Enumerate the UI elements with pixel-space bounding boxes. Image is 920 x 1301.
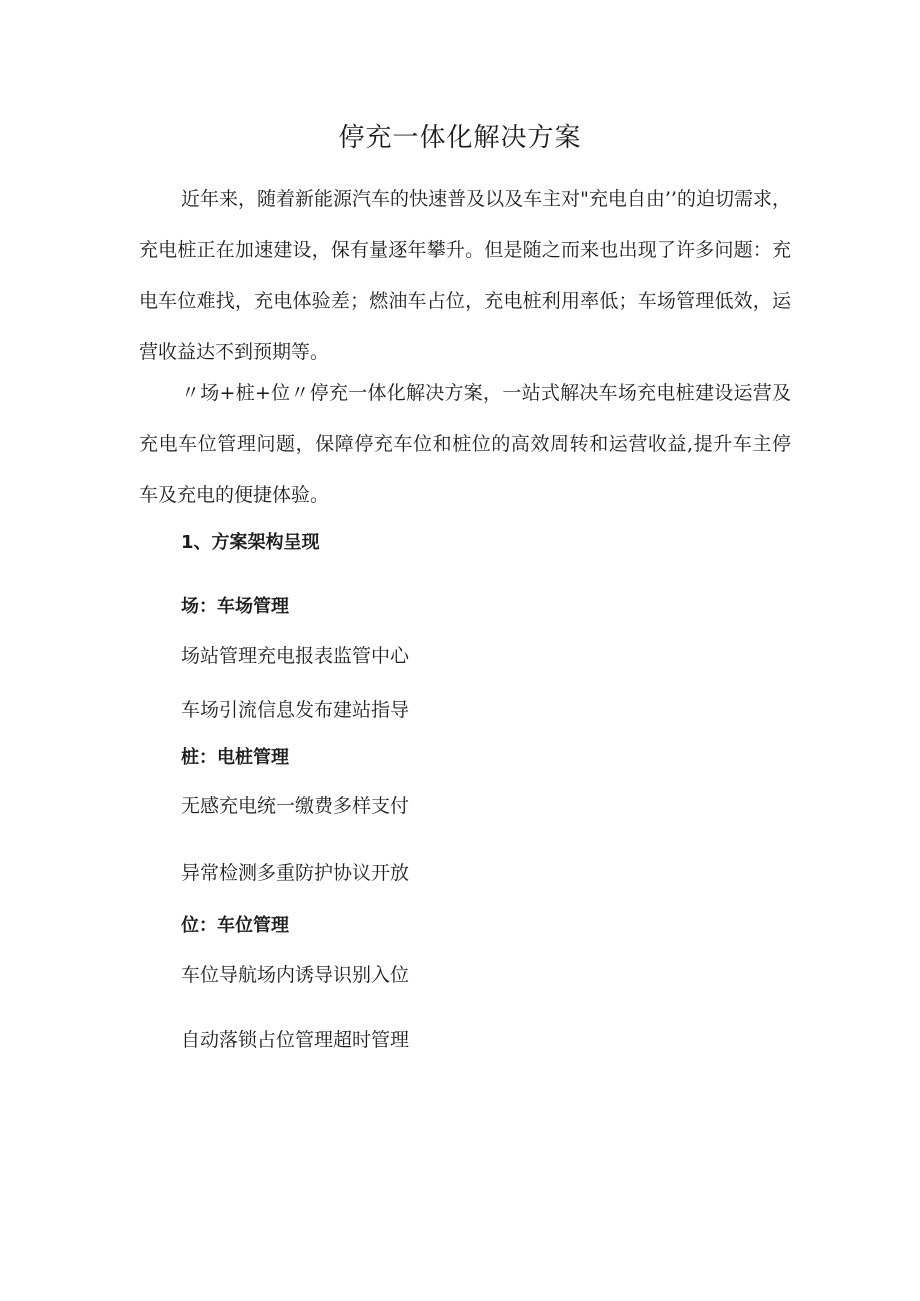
list-item: 无感充电统一缴费多样支付 bbox=[181, 795, 410, 817]
document-title: 停充一体化解决方案 bbox=[338, 123, 582, 153]
block-heading-pile: 桩：电桩管理 bbox=[181, 747, 289, 768]
list-item: 车场引流信息发布建站指导 bbox=[181, 699, 410, 721]
section-heading: 1、方案架构呈现 bbox=[181, 532, 320, 553]
intro-paragraph: 近年来，随着新能源汽车的快速普及以及车主对"充电自由’’的迫切需求，充电桩正在加速建设，保有量逐年攀升。但是随之而来也出现了许多问题：充电车位难找，充电体验差；燃油车占位，充电桩利用率低；车场管理低效，运营收益达不到预期等。 bbox=[139, 188, 791, 363]
solution-paragraph: 〃场+桩+位〃停充一体化解决方案，一站式解决车场充电桩建设运营及充电车位管理问题，保障停充车位和桩位的高效周转和运营收益,提升车主停车及充电的便捷体验。 bbox=[139, 382, 791, 506]
list-item: 自动落锁占位管理超时管理 bbox=[181, 1029, 410, 1051]
list-item: 异常检测多重防护协议开放 bbox=[181, 862, 410, 884]
list-item: 车位导航场内诱导识别入位 bbox=[181, 964, 410, 986]
list-item: 场站管理充电报表监管中心 bbox=[181, 645, 410, 667]
block-heading-site: 场：车场管理 bbox=[181, 596, 289, 617]
block-heading-space: 位：车位管理 bbox=[181, 915, 289, 936]
